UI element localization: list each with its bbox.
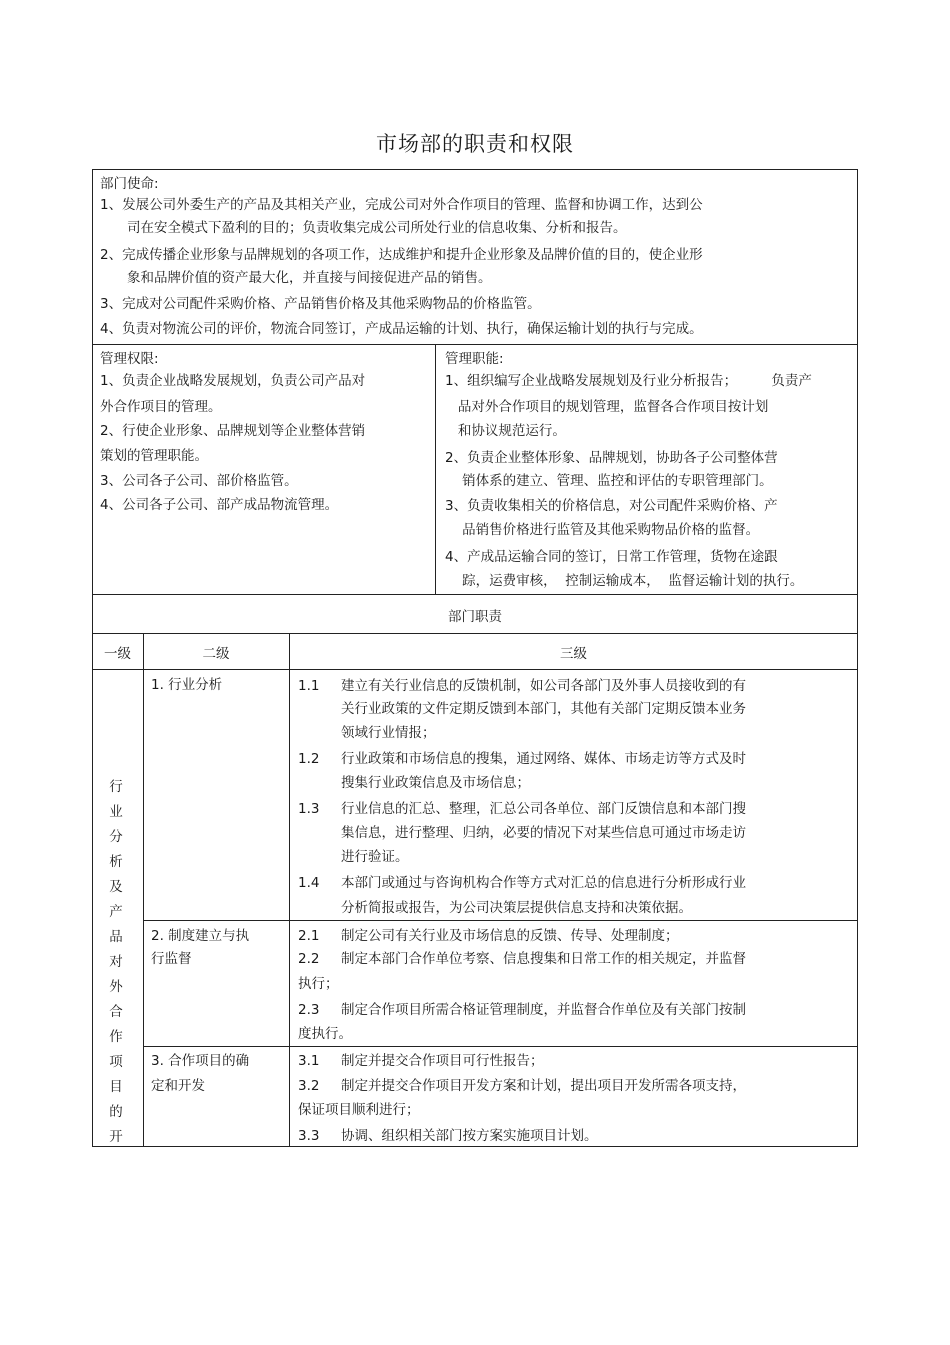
- level1-char: 分: [109, 829, 123, 845]
- authority-line: 策划的管理职能。: [100, 448, 208, 464]
- level1-char: 品: [109, 929, 123, 945]
- level1-char: 行: [109, 779, 123, 795]
- item-number: 1.2: [298, 751, 320, 767]
- mission-item: 1、发展公司外委生产的产品及其相关产业，完成公司对外合作项目的管理、监督和协调工作，达到公: [100, 197, 703, 213]
- level1-char: 的: [109, 1104, 123, 1120]
- level1-char: 析: [109, 854, 123, 870]
- item-line: 行业信息的汇总、整理，汇总公司各单位、部门反馈信息和本部门搜: [341, 801, 746, 817]
- item-number: 1.1: [298, 678, 320, 694]
- level1-char: 外: [109, 979, 123, 995]
- functions-line: 品对外合作项目的规划管理，监督各合作项目按计划: [445, 399, 769, 415]
- item-line: 关行业政策的文件定期反馈到本部门，其他有关部门定期反馈本业务: [341, 701, 746, 717]
- level2-label: 2. 制度建立与执: [151, 928, 250, 944]
- authority-line: 外合作项目的管理。: [100, 399, 222, 415]
- divider: [92, 344, 858, 345]
- level1-char: 对: [109, 954, 123, 970]
- authority-line: 1、负责企业战略发展规划，负责公司产品对: [100, 373, 366, 389]
- functions-line: 销体系的建立、管理、监控和评估的专职管理部门。: [445, 473, 773, 489]
- col-header-level1: 一级: [104, 646, 131, 662]
- functions-line: 品销售价格进行监管及其他采购物品价格的监督。: [445, 522, 760, 538]
- item-line: 行业政策和市场信息的搜集，通过网络、媒体、市场走访等方式及时: [341, 751, 746, 767]
- mission-item: 司在安全模式下盈利的目的；负责收集完成公司所处行业的信息收集、分析和报告。: [127, 220, 627, 236]
- level2-label: 行监督: [151, 951, 192, 967]
- item-number: 2.3: [298, 1002, 320, 1018]
- level2-label: 定和开发: [151, 1078, 205, 1094]
- item-number: 1.4: [298, 875, 320, 891]
- level1-char: 及: [109, 879, 123, 895]
- item-line: 建立有关行业信息的反馈机制，如公司各部门及外事人员接收到的有: [341, 678, 746, 694]
- functions-line: 3、负责收集相关的价格信息，对公司配件采购价格、产: [445, 498, 778, 514]
- page-title: 市场部的职责和权限: [376, 132, 574, 156]
- level1-char: 项: [109, 1054, 123, 1070]
- item-line: 制定并提交合作项目可行性报告；: [341, 1053, 544, 1069]
- item-line: 协调、组织相关部门按方案实施项目计划。: [341, 1128, 598, 1144]
- duties-header: 部门职责: [448, 609, 502, 625]
- level2-label: 3. 合作项目的确: [151, 1053, 250, 1069]
- item-number: 3.1: [298, 1053, 320, 1069]
- item-line: 搜集行业政策信息及市场信息；: [341, 775, 530, 791]
- item-line: 进行验证。: [341, 849, 409, 865]
- item-line: 本部门或通过与咨询机构合作等方式对汇总的信息进行分析形成行业: [341, 875, 746, 891]
- level1-char: 合: [109, 1004, 123, 1020]
- item-line: 领域行业情报；: [341, 725, 436, 741]
- divider: [92, 633, 858, 634]
- item-number: 1.3: [298, 801, 320, 817]
- level1-char: 产: [109, 904, 123, 920]
- mission-item: 2、完成传播企业形象与品牌规划的各项工作，达成维护和提升企业形象及品牌价值的目的，使企业形: [100, 247, 703, 263]
- mission-item: 象和品牌价值的资产最大化，并直接与间接促进产品的销售。: [127, 270, 492, 286]
- authority-line: 2、行使企业形象、品牌规划等企业整体营销: [100, 423, 366, 439]
- level1-char: 目: [109, 1079, 123, 1095]
- item-line: 制定合作项目所需合格证管理制度，并监督合作单位及有关部门按制: [341, 1002, 746, 1018]
- divider: [143, 1046, 858, 1047]
- functions-line: 和协议规范运行。: [445, 423, 566, 439]
- level2-label: 1. 行业分析: [151, 677, 223, 693]
- col-header-level2: 二级: [202, 646, 230, 662]
- functions-line: 4、产成品运输合同的签订，日常工作管理，货物在途跟: [445, 549, 778, 565]
- divider: [92, 594, 858, 595]
- item-line: 分析简报或报告，为公司决策层提供信息支持和决策依据。: [341, 900, 692, 916]
- item-line: 保证项目顺利进行；: [298, 1102, 420, 1118]
- functions-line: 1、组织编写企业战略发展规划及行业分析报告； 负责产: [445, 373, 812, 389]
- item-line: 执行；: [298, 976, 339, 992]
- item-line: 制定本部门合作单位考察、信息搜集和日常工作的相关规定，并监督: [341, 951, 746, 967]
- divider: [289, 633, 290, 1147]
- col-header-level3: 三级: [560, 646, 587, 662]
- divider: [92, 669, 858, 670]
- divider: [435, 344, 436, 594]
- item-number: 2.1: [298, 928, 320, 944]
- item-number: 3.2: [298, 1078, 320, 1094]
- functions-label: 管理职能:: [445, 351, 504, 367]
- item-line: 集信息，进行整理、归纳，必要的情况下对某些信息可通过市场走访: [341, 825, 746, 841]
- item-number: 3.3: [298, 1128, 320, 1144]
- functions-line: 踪，运费审核， 控制运输成本， 监督运输计划的执行。: [445, 573, 804, 589]
- level1-char: 业: [109, 804, 123, 820]
- mission-item: 3、完成对公司配件采购价格、产品销售价格及其他采购物品的价格监管。: [100, 296, 541, 312]
- item-line: 制定公司有关行业及市场信息的反馈、传导、处理制度；: [341, 928, 679, 944]
- authority-line: 4、公司各子公司、部产成品物流管理。: [100, 497, 339, 513]
- mission-label: 部门使命:: [100, 176, 159, 192]
- authority-label: 管理权限:: [100, 351, 159, 367]
- level1-char: 作: [109, 1029, 123, 1045]
- level1-char: 开: [109, 1129, 123, 1145]
- authority-line: 3、公司各子公司、部价格监管。: [100, 473, 298, 489]
- functions-line: 2、负责企业整体形象、品牌规划，协助各子公司整体营: [445, 450, 778, 466]
- mission-item: 4、负责对物流公司的评价，物流合同签订，产成品运输的计划、执行，确保运输计划的执行与完成。: [100, 321, 703, 337]
- item-number: 2.2: [298, 951, 320, 967]
- divider: [143, 920, 858, 921]
- item-line: 度执行。: [298, 1026, 352, 1042]
- item-line: 制定并提交合作项目开发方案和计划，提出项目开发所需各项支持，: [341, 1078, 746, 1094]
- divider: [143, 633, 144, 1147]
